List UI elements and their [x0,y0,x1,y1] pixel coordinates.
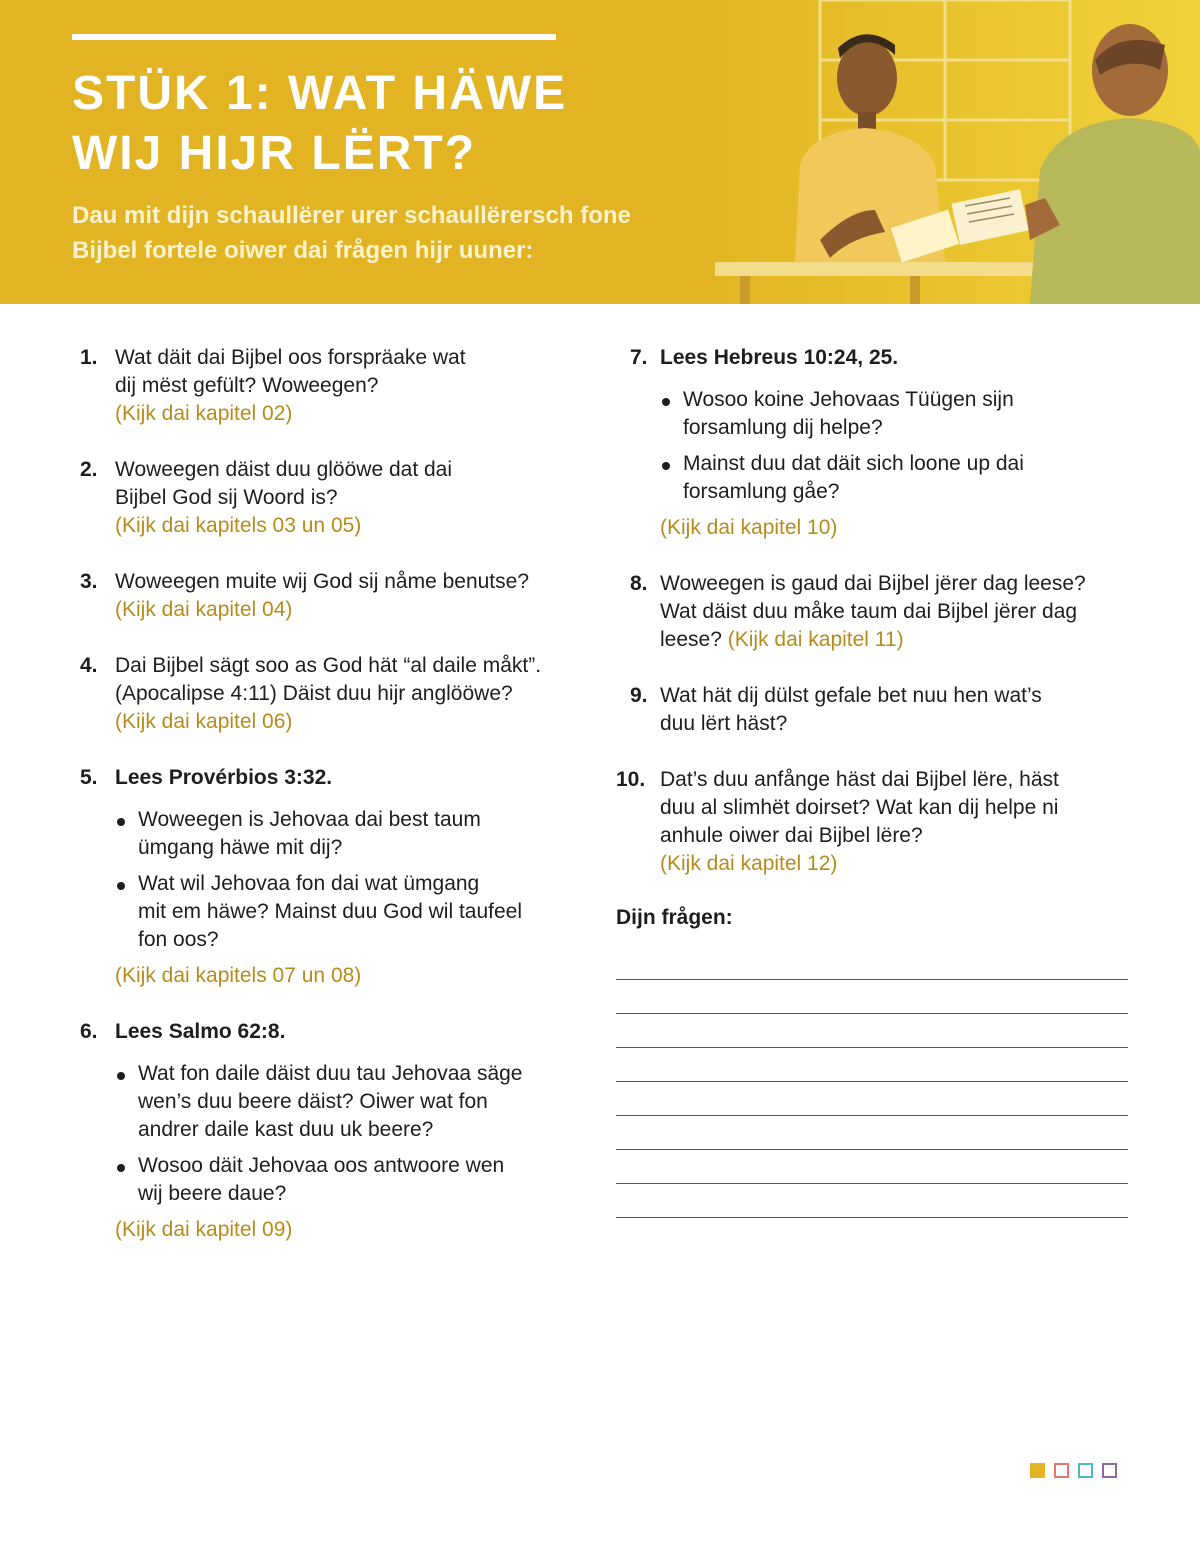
bullet-text: ümgang häwe mit dij? [138,836,343,859]
bullet-text: Wosoo däit Jehovaa oos antwoore wen [138,1154,505,1177]
bullet-text: Woweegen is Jehovaa dai best taum [138,808,481,831]
question-number: 3. [80,570,98,593]
chapter-reference: (Kijk dai kapitel 04) [115,598,293,621]
title-rule [72,34,556,40]
answer-lines [616,946,1136,1218]
bullet-text: Wat fon daile däist duu tau Jehovaa säge [138,1062,523,1085]
scripture-reading: Lees Hebreus 10:24, 25. [660,346,899,369]
answer-line[interactable] [616,946,1128,980]
bullet-text: forsamlung dij helpe? [683,416,883,439]
question-1 [80,344,590,428]
question-number: 5. [80,766,98,789]
question-number: 4. [80,654,98,677]
chapter-reference: (Kijk dai kapitel 06) [115,710,293,733]
question-number: 2. [80,458,98,481]
question-5 [80,764,590,990]
question-8 [616,570,1136,654]
question-text: Wat däit dai Bijbel oos forspräake wat [115,346,466,369]
scripture-reading: Lees Salmo 62:8. [115,1020,286,1043]
indicator-square-outline [1078,1463,1093,1478]
indicator-square-outline [1102,1463,1117,1478]
answer-line[interactable] [616,1116,1128,1150]
question-text: Woweegen is gaud dai Bijbel jërer dag leese? [660,572,1086,595]
header-banner [0,0,1200,304]
bullet-dot [117,818,125,826]
section-indicator-squares [1030,1463,1117,1478]
question-text: Dat’s duu anfånge häst dai Bijbel lëre, häst [660,768,1059,791]
question-text: leese? [660,628,722,651]
bullet-list [660,386,1136,506]
chapter-reference: (Kijk dai kapitel 09) [115,1218,293,1241]
question-text: Bijbel God sij Woord is? [115,486,338,509]
question-text: duu lërt häst? [660,712,788,735]
answer-line[interactable] [616,1150,1128,1184]
subtitle-line-1: Dau mit dijn schaullërer urer schaullërersch fone [72,202,631,229]
questions-column-left [80,344,590,1244]
bullet-dot [117,1164,125,1172]
bullet-text: forsamlung gåe? [683,480,840,503]
question-6 [80,1018,590,1244]
scripture-reading: Lees Provérbios 3:32. [115,766,333,789]
bullet-list [115,1060,590,1208]
bullet-text: wen’s duu beere däist? Oiwer wat fon [138,1090,488,1113]
chapter-reference: (Kijk dai kapitel 10) [660,516,838,539]
bullet-item [660,450,1136,506]
chapter-reference: (Kijk dai kapitel 11) [727,628,904,651]
bullet-item [115,806,590,862]
bullet-text: mit em häwe? Mainst duu God wil taufeel [138,900,523,923]
answer-line[interactable] [616,1082,1128,1116]
question-number: 8. [630,572,648,595]
answer-line[interactable] [616,1184,1128,1218]
bullet-text: Wat wil Jehovaa fon dai wat ümgang [138,872,480,895]
answer-line[interactable] [616,980,1128,1014]
title-line-2: WIJ HIJR LËRT? [72,127,477,180]
chapter-reference: (Kijk dai kapitel 02) [115,402,293,425]
indicator-square-outline [1054,1463,1069,1478]
page-subtitle [72,198,732,268]
question-text: Woweegen däist duu glööwe dat dai [115,458,453,481]
question-number: 9. [630,684,648,707]
subtitle-line-2: Bijbel fortele oiwer dai frågen hijr uuner: [72,237,534,264]
bullet-item [115,1152,590,1208]
bullet-text: wij beere daue? [138,1182,287,1205]
own-questions-label: Dijn frågen: [616,906,733,929]
question-number: 7. [630,346,648,369]
question-text: Wat däist duu måke taum dai Bijbel jërer dag [660,600,1078,623]
answer-line[interactable] [616,1048,1128,1082]
questions-column-right [616,344,1136,1218]
question-number: 6. [80,1020,98,1043]
question-text: (Apocalipse 4:11) Däist duu hijr anglööwe? [115,682,513,705]
question-number: 10. [616,768,646,791]
bullet-text: Mainst duu dat däit sich loone up dai [683,452,1024,475]
bible-study-illustration [700,0,1200,304]
bullet-list [115,806,590,954]
chapter-reference: (Kijk dai kapitel 12) [660,852,838,875]
question-10 [616,766,1136,878]
chapter-reference: (Kijk dai kapitels 07 un 08) [115,964,362,987]
bullet-item [660,386,1136,442]
bullet-dot [117,882,125,890]
question-text: Dai Bijbel sägt soo as God hät “al daile måkt”. [115,654,542,677]
question-text-last-line [660,626,1136,654]
question-text: dij mëst gefült? Woweegen? [115,374,379,397]
question-number: 1. [80,346,98,369]
question-text: Wat hät dij dülst gefale bet nuu hen wat’s [660,684,1042,707]
question-text: anhule oiwer dai Bijbel lëre? [660,824,923,847]
title-line-1: STÜK 1: WAT HÄWE [72,67,568,120]
question-text: Woweegen muite wij God sij nåme benutse? [115,570,530,593]
indicator-square-filled [1030,1463,1045,1478]
bullet-item [115,1060,590,1144]
bullet-text: andrer daile kast duu uk beere? [138,1118,434,1141]
question-9 [616,682,1136,738]
question-2 [80,456,590,540]
bullet-text: Wosoo koine Jehovaas Tüügen sijn [683,388,1014,411]
chapter-reference: (Kijk dai kapitels 03 un 05) [115,514,362,537]
question-3 [80,568,590,624]
bullet-dot [662,462,670,470]
question-text: duu al slimhët doirset? Wat kan dij helpe ni [660,796,1059,819]
bullet-item [115,870,590,954]
answer-line[interactable] [616,1014,1128,1048]
question-4 [80,652,590,736]
bullet-text: fon oos? [138,928,219,951]
bullet-dot [117,1072,125,1080]
question-7 [616,344,1136,542]
bullet-dot [662,398,670,406]
page-title [72,64,712,184]
